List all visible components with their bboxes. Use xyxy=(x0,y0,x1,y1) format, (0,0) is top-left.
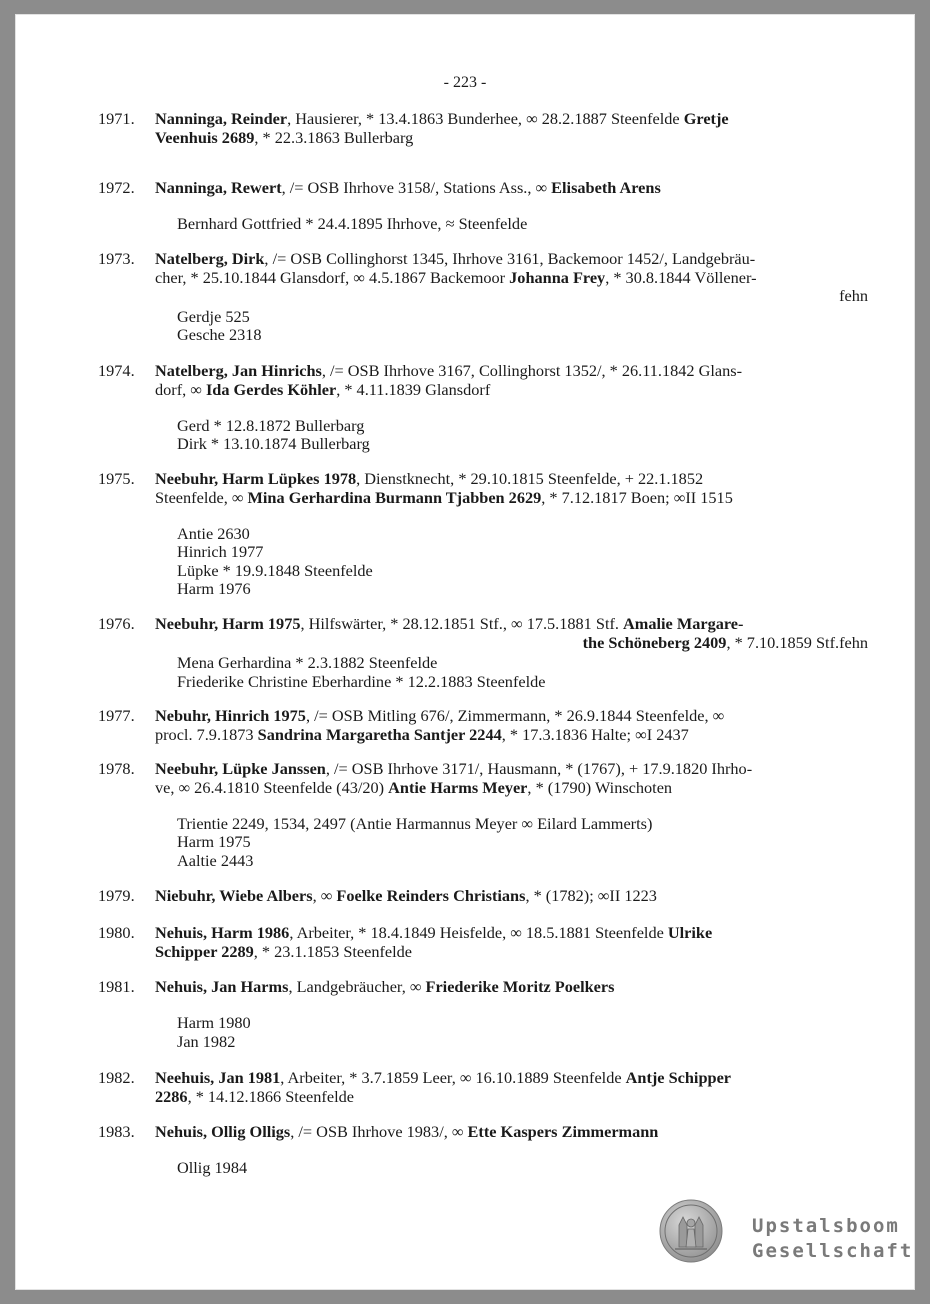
entry-line xyxy=(155,887,868,906)
entry-detail: , Hausierer, * 13.4.1863 Bunderhee, ∞ 28.2.1887 Steenfelde xyxy=(287,109,684,128)
society-logo-text xyxy=(752,1214,913,1264)
person-name: Natelberg, Jan Hinrichs xyxy=(155,361,322,380)
entry-line xyxy=(155,726,868,745)
child-entry: Aaltie 2443 xyxy=(177,850,254,870)
person-name: Elisabeth Arens xyxy=(551,178,661,197)
entry-detail: , /= OSB Ihrhove 1983/, ∞ xyxy=(290,1122,468,1141)
entry-text xyxy=(155,924,868,961)
entry-text xyxy=(155,707,868,744)
entry-text xyxy=(155,470,868,507)
entry-detail: , * 14.12.1866 Steenfelde xyxy=(187,1086,354,1106)
entry-line xyxy=(155,110,868,129)
entry-text xyxy=(155,362,868,399)
entry-detail: , * 7.12.1817 Boen; ∞II 1515 xyxy=(541,487,733,507)
entry-detail: Steenfelde, ∞ xyxy=(155,487,248,507)
child-entry: Hinrich 1977 xyxy=(177,542,264,561)
entry-number: 1974. xyxy=(98,361,135,380)
person-name: Niebuhr, Wiebe Albers xyxy=(155,886,313,905)
entry-line xyxy=(155,1088,868,1107)
entry-number: 1971. xyxy=(98,109,135,128)
entry-detail: , * 23.1.1853 Steenfelde xyxy=(253,941,413,961)
entry-line xyxy=(155,924,868,943)
entry-line xyxy=(155,470,868,489)
child-entry: Mena Gerhardina * 2.3.1882 Steenfelde xyxy=(177,653,438,672)
child-entry: Gesche 2318 xyxy=(177,325,262,344)
entry-detail: , /= OSB Ihrhove 3171/, Hausmann, * (1767), + 17.9.1820 Ihrho- xyxy=(325,759,753,778)
person-name: Gretje xyxy=(683,109,729,128)
entry-detail: , ∞ xyxy=(312,886,337,905)
child-entry: Trientie 2249, 1534, 2497 (Antie Harmannus Meyer ∞ Eilard Lammerts) xyxy=(177,813,653,833)
entry-line xyxy=(155,489,868,508)
entry-text xyxy=(155,978,868,997)
upstalsboom-seal-icon xyxy=(659,1199,723,1263)
person-name: Ida Gerdes Köhler xyxy=(205,379,337,399)
person-name: Ette Kaspers Zimmermann xyxy=(467,1122,659,1141)
entry-text xyxy=(155,110,868,147)
entry-line xyxy=(155,779,868,798)
entry-detail: , * 7.10.1859 Stf.fehn xyxy=(726,632,868,652)
entry-number: 1972. xyxy=(98,178,135,197)
page-number: - 223 - xyxy=(443,74,487,91)
entry-detail: , * 30.8.1844 Völlener- xyxy=(605,267,757,287)
person-name: Johanna Frey xyxy=(509,267,606,287)
entry-line xyxy=(155,381,868,400)
entry-number: 1981. xyxy=(98,977,135,996)
child-entry: Dirk * 13.10.1874 Bullerbarg xyxy=(177,434,370,453)
person-name: Nanninga, Rewert xyxy=(155,178,282,197)
entry-text xyxy=(155,615,868,652)
entry-list xyxy=(15,14,915,1290)
child-entry: Bernhard Gottfried * 24.4.1895 Ihrhove, ≈ Steenfelde xyxy=(177,214,528,233)
person-name: Friederike Moritz Poelkers xyxy=(425,977,615,996)
entry-line xyxy=(155,943,868,962)
entry-number: 1977. xyxy=(98,706,135,725)
entry-text xyxy=(155,887,868,906)
entry-detail: , * 22.3.1863 Bullerbarg xyxy=(254,127,414,147)
entry-number: 1975. xyxy=(98,469,135,488)
entry-line xyxy=(155,129,868,148)
society-line-1: Upstalsboom xyxy=(752,1215,900,1237)
entry-detail: ve, ∞ 26.4.1810 Steenfelde (43/20) xyxy=(155,777,389,797)
entry-line xyxy=(155,287,868,306)
society-line-2: Gesellschaft xyxy=(752,1240,914,1262)
entry-text xyxy=(155,179,868,198)
person-name: Sandrina Margaretha Santjer 2244 xyxy=(257,724,502,744)
entry-detail: procl. 7.9.1873 xyxy=(155,724,258,744)
entry-line xyxy=(155,760,868,779)
person-name: Mina Gerhardina Burmann Tjabben 2629 xyxy=(247,487,542,507)
entry-detail: , * 4.11.1839 Glansdorf xyxy=(336,379,491,399)
entry-number: 1980. xyxy=(98,923,135,942)
entry-detail: , * (1790) Winschoten xyxy=(527,777,673,797)
entry-line xyxy=(155,1069,868,1088)
entry-line xyxy=(155,707,868,726)
person-name: Neebuhr, Harm Lüpkes 1978 xyxy=(155,469,357,488)
entry-detail: , * (1782); ∞II 1223 xyxy=(525,886,657,905)
entry-number: 1976. xyxy=(98,614,135,633)
entry-detail: , /= OSB Collinghorst 1345, Ihrhove 3161, Backemoor 1452/, Landgebräu- xyxy=(264,249,756,268)
entry-detail: , /= OSB Ihrhove 3167, Collinghorst 1352/, * 26.11.1842 Glans- xyxy=(321,361,742,380)
person-name: Veenhuis 2689 xyxy=(155,127,255,147)
child-entry: Gerdje 525 xyxy=(177,306,250,326)
person-name: Neebuhr, Harm 1975 xyxy=(155,614,301,633)
child-entry: Friederike Christine Eberhardine * 12.2.1883 Steenfelde xyxy=(177,671,546,691)
entry-line xyxy=(155,250,868,269)
person-name: Ulrike xyxy=(667,923,713,942)
entry-line xyxy=(155,978,868,997)
entry-detail: cher, * 25.10.1844 Glansdorf, ∞ 4.5.1867 Backemoor xyxy=(155,267,510,287)
child-entry: Ollig 1984 xyxy=(177,1158,248,1177)
child-entry: Gerd * 12.8.1872 Bullerbarg xyxy=(177,415,365,435)
entry-number: 1979. xyxy=(98,886,135,905)
entry-detail: , * 17.3.1836 Halte; ∞I 2437 xyxy=(501,724,689,744)
entry-line xyxy=(155,615,868,634)
entry-text xyxy=(155,1123,868,1142)
entry-line xyxy=(155,179,868,198)
entry-detail: , Arbeiter, * 3.7.1859 Leer, ∞ 16.10.1889 Steenfelde xyxy=(280,1068,626,1087)
entry-detail: dorf, ∞ xyxy=(155,379,206,399)
child-entry: Harm 1975 xyxy=(177,832,251,851)
entry-line xyxy=(155,1123,868,1142)
child-entry: Antie 2630 xyxy=(177,523,250,543)
person-name: Nebuhr, Hinrich 1975 xyxy=(155,706,306,725)
person-name: Schipper 2289 xyxy=(155,941,254,961)
person-name: Natelberg, Dirk xyxy=(155,249,265,268)
entry-line xyxy=(155,269,868,288)
entry-detail: , Landgebräucher, ∞ xyxy=(288,977,426,996)
entry-detail: , Dienstknecht, * 29.10.1815 Steenfelde, + 22.1.1852 xyxy=(356,469,704,488)
entry-detail: , /= OSB Ihrhove 3158/, Stations Ass., ∞ xyxy=(281,178,552,197)
person-name: Neehuis, Jan 1981 xyxy=(155,1068,281,1087)
person-name: Nehuis, Ollig Olligs xyxy=(155,1122,291,1141)
child-entry: Harm 1976 xyxy=(177,579,251,598)
entry-text xyxy=(155,250,868,306)
entry-detail: fehn xyxy=(839,286,868,305)
person-name: Neebuhr, Lüpke Janssen xyxy=(155,759,326,778)
person-name: the Schöneberg 2409 xyxy=(582,632,727,652)
entry-line xyxy=(155,634,868,653)
document-page xyxy=(15,14,915,1290)
entry-number: 1983. xyxy=(98,1122,135,1141)
child-entry: Jan 1982 xyxy=(177,1031,236,1051)
person-name: Foelke Reinders Christians xyxy=(336,886,526,905)
child-entry: Harm 1980 xyxy=(177,1013,251,1032)
person-name: Antie Harms Meyer xyxy=(388,777,528,797)
entry-number: 1978. xyxy=(98,759,135,778)
entry-number: 1973. xyxy=(98,249,135,268)
entry-detail: , /= OSB Mitling 676/, Zimmermann, * 26.9.1844 Steenfelde, ∞ xyxy=(305,706,725,725)
person-name: Antje Schipper xyxy=(625,1068,732,1087)
person-name: Nehuis, Jan Harms xyxy=(155,977,289,996)
person-name: Nanninga, Reinder xyxy=(155,109,288,128)
person-name: Nehuis, Harm 1986 xyxy=(155,923,290,942)
entry-line xyxy=(155,362,868,381)
entry-text xyxy=(155,1069,868,1106)
child-entry: Lüpke * 19.9.1848 Steenfelde xyxy=(177,560,373,580)
entry-detail: , Arbeiter, * 18.4.1849 Heisfelde, ∞ 18.5.1881 Steenfelde xyxy=(289,923,668,942)
entry-number: 1982. xyxy=(98,1068,135,1087)
entry-detail: , Hilfswärter, * 28.12.1851 Stf., ∞ 17.5.1881 Stf. xyxy=(300,614,624,633)
person-name: 2286 xyxy=(155,1086,188,1106)
person-name: Amalie Margare- xyxy=(623,614,744,633)
entry-text xyxy=(155,760,868,797)
